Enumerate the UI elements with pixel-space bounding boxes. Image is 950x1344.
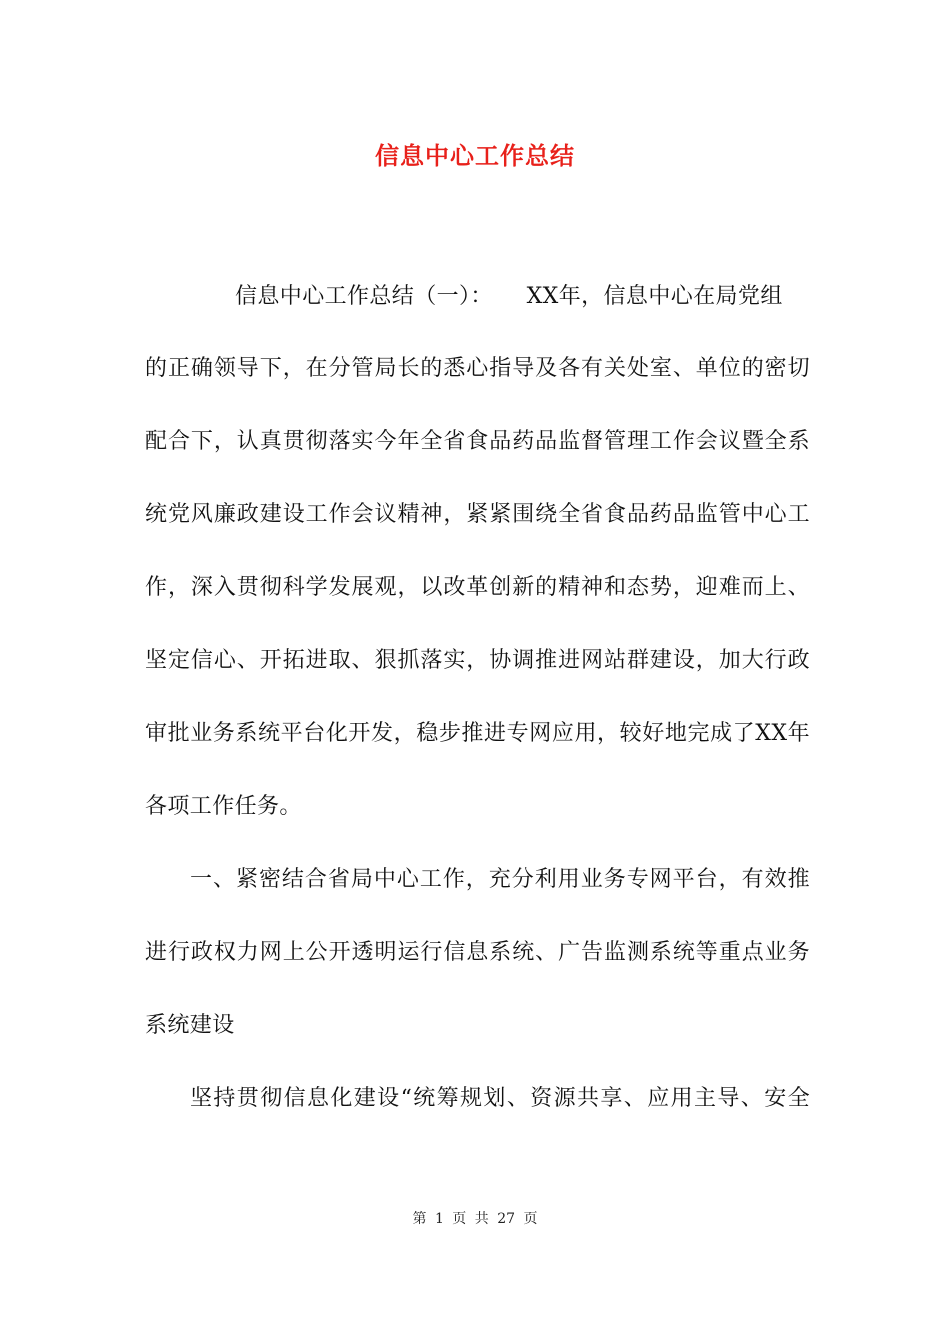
paragraph-line: 审批业务系统平台化开发，稳步推进专网应用，较好地完成了XX年: [145, 721, 810, 746]
paragraph-line: 作，深入贯彻科学发展观，以改革创新的精神和态势，迎难而上、: [145, 575, 810, 600]
paragraph-line: 配合下，认真贯彻落实今年全省食品药品监督管理工作会议暨全系: [145, 429, 810, 454]
paragraph-line: 统党风廉政建设工作会议精神，紧紧围绕全省食品药品监管中心工: [145, 502, 810, 527]
paragraph-line: 坚定信心、开拓进取、狠抓落实，协调推进网站群建设，加大行政: [145, 648, 810, 673]
paragraph-line: 坚持贯彻信息化建设“统筹规划、资源共享、应用主导、安全: [190, 1086, 810, 1111]
paragraph-line: 信息中心工作总结（一）： XX年，信息中心在局党组: [235, 284, 783, 309]
page-number-label: 第 1 页 共 27 页: [412, 1211, 538, 1227]
paragraph-line: 各项工作任务。: [145, 794, 302, 819]
section-heading-line: 系统建设: [145, 1013, 235, 1038]
section-heading-line: 一、紧密结合省局中心工作，充分利用业务专网平台，有效推: [190, 867, 810, 892]
section-heading-line: 进行政权力网上公开透明运行信息系统、广告监测系统等重点业务: [145, 940, 810, 965]
document-title: 信息中心工作总结: [375, 142, 575, 170]
paragraph-line: 的正确领导下，在分管局长的悉心指导及各有关处室、单位的密切: [145, 356, 810, 381]
page-number: [0, 1208, 950, 1228]
